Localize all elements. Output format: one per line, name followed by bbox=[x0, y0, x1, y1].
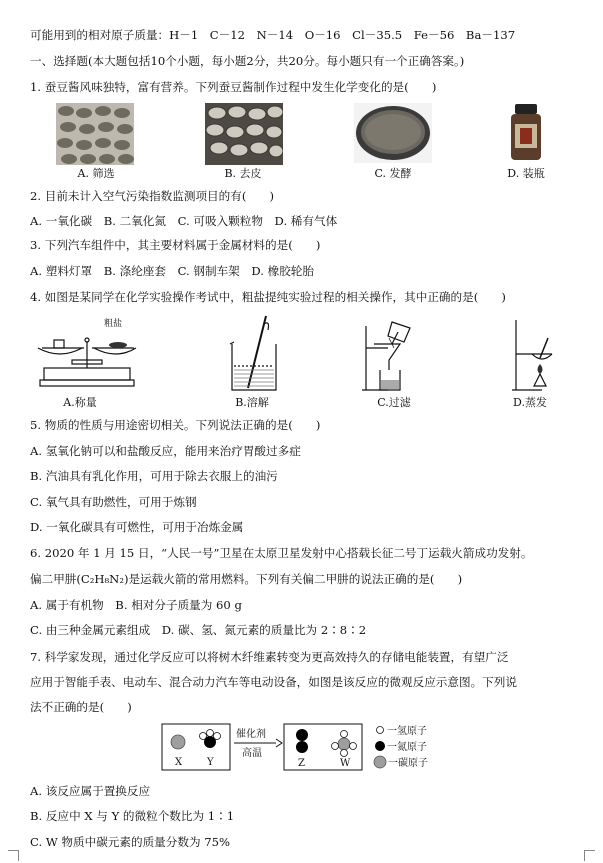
q3-options: A. 塑料灯罩 B. 涤纶座套 C. 钢制车架 D. 橡胶轮胎 bbox=[30, 264, 314, 278]
q4-option-d: D.蒸发 bbox=[513, 396, 547, 409]
q7-line2: 应用于智能手表、电动车、混合动力汽车等电动设备，如图是该反应的微观反应示意图。下列说 bbox=[30, 675, 517, 689]
peeled-beans-image bbox=[205, 103, 283, 165]
z-nitrogen-atom-top bbox=[296, 729, 308, 741]
legend-carbon: 一碳原子 bbox=[388, 758, 428, 769]
q3-stem: 3. 下列汽车组件中，其主要材料属于金属材料的是( ) bbox=[30, 238, 321, 252]
dissolving-beaker-diagram bbox=[226, 314, 282, 394]
atomic-masses: 可能用到的相对原子质量：H－1 C－12 N－14 O－16 Cl－35.5 Fe－56 Ba－137 bbox=[30, 28, 516, 42]
q1-option-c: C. 发酵 bbox=[374, 167, 412, 180]
legend-nitrogen: 一氮原子 bbox=[387, 742, 427, 753]
q5-option-b: B. 汽油具有乳化作用，可用于除去衣服上的油污 bbox=[30, 469, 278, 483]
q1-option-b: B. 去皮 bbox=[224, 167, 262, 180]
label-z: Z bbox=[298, 758, 305, 769]
q7-line3: 法不正确的是( ) bbox=[30, 700, 132, 714]
page-corner-left bbox=[8, 850, 19, 861]
q6-options-cd: C. 由三种金属元素组成 D. 碳、氢、氮元素的质量比为 2∶8∶2 bbox=[30, 623, 367, 637]
q5-option-d: D. 一氧化碳具有可燃性，可用于冶炼金属 bbox=[30, 520, 244, 534]
condition-label: 高温 bbox=[242, 748, 262, 759]
q1-option-a: A. 筛选 bbox=[77, 167, 115, 180]
label-x: X bbox=[175, 757, 183, 768]
filtration-diagram bbox=[358, 318, 420, 392]
reaction-arrow bbox=[276, 739, 282, 747]
q2-stem: 2. 目前未计入空气污染指数监测项目的有( ) bbox=[30, 189, 275, 203]
q7-option-c: C. W 物质中碳元素的质量分数为 75% bbox=[30, 835, 231, 849]
q6-line2: 偏二甲肼(C₂H₈N₂)是运载火箭的常用燃料。下列有关偏二甲肼的说法正确的是( ) bbox=[30, 572, 463, 586]
micro-reaction-diagram bbox=[158, 720, 448, 774]
x-carbon-atom bbox=[171, 735, 185, 749]
label-y: Y bbox=[207, 757, 214, 768]
q2-options: A. 一氧化碳 B. 二氧化氮 C. 可吸入颗粒物 D. 稀有气体 bbox=[30, 214, 338, 228]
balance-salt-label: 粗盐 bbox=[104, 319, 123, 329]
q1-stem: 1. 蚕豆酱风味独特，富有营养。下列蚕豆酱制作过程中发生化学变化的是( ) bbox=[30, 80, 437, 94]
label-w: W bbox=[340, 758, 351, 769]
sauce-jar-image bbox=[508, 104, 544, 162]
fermenting-bowl-image bbox=[354, 103, 432, 163]
w-carbon-atom bbox=[338, 738, 350, 750]
q6-options-ab: A. 属于有机物 B. 相对分子质量为 60 g bbox=[30, 598, 242, 612]
screening-beans-image bbox=[56, 103, 134, 165]
legend-hydrogen: 一氢原子 bbox=[387, 726, 427, 737]
q4-stem: 4. 如图是某同学在化学实验操作考试中，粗盐提纯实验过程的相关操作，其中正确的是( ) bbox=[30, 290, 506, 304]
q4-option-c: C.过滤 bbox=[377, 396, 411, 409]
q1-option-d: D. 装瓶 bbox=[507, 167, 545, 180]
z-nitrogen-atom-bottom bbox=[296, 741, 308, 753]
page-corner-right bbox=[584, 850, 595, 861]
q7-option-a: A. 该反应属于置换反应 bbox=[30, 784, 151, 798]
evaporation-diagram bbox=[508, 318, 558, 392]
q5-stem: 5. 物质的性质与用途密切相关。下列说法正确的是( ) bbox=[30, 418, 321, 432]
legend-carbon-swatch bbox=[374, 756, 386, 768]
legend-hydrogen-swatch bbox=[377, 727, 384, 734]
catalyst-label: 催化剂 bbox=[236, 729, 266, 740]
section-heading: 一、选择题(本大题包括10个小题，每小题2分，共20分。每小题只有一个正确答案。) bbox=[30, 54, 465, 68]
balance-weighing-diagram bbox=[36, 318, 138, 392]
q5-option-a: A. 氢氧化钠可以和盐酸反应，能用来治疗胃酸过多症 bbox=[30, 444, 301, 458]
q4-option-b: B.溶解 bbox=[235, 396, 269, 409]
legend-nitrogen-swatch bbox=[375, 741, 385, 751]
q7-line1: 7. 科学家发现，通过化学反应可以将树木纤维素转变为更高效持久的存储电能装置，有望广泛 bbox=[30, 650, 509, 664]
q7-option-b: B. 反应中 X 与 Y 的微粒个数比为 1∶1 bbox=[30, 809, 235, 823]
q4-option-a: A.称量 bbox=[63, 396, 97, 409]
q6-line1: 6. 2020 年 1 月 15 日，“人民一号”卫星在太原卫星发射中心搭载长征二号丁运载火箭成功发射。 bbox=[30, 546, 533, 560]
q5-option-c: C. 氧气具有助燃性，可用于炼钢 bbox=[30, 495, 197, 509]
